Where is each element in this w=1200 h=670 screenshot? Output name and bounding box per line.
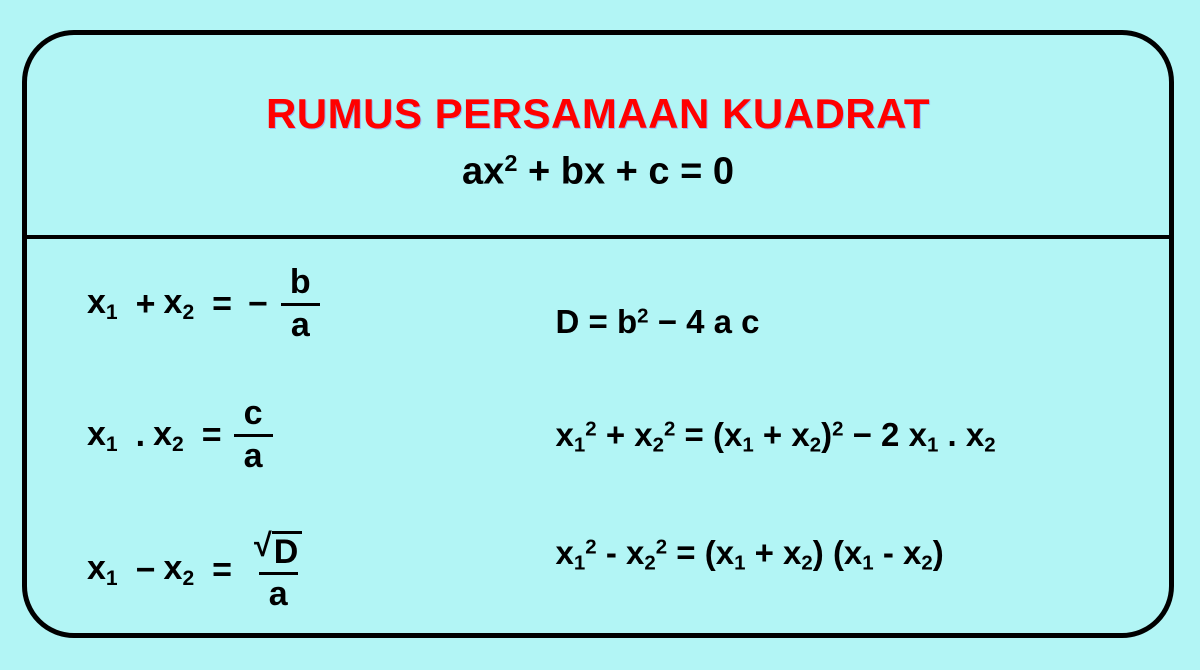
difference-minus-op: −: [135, 550, 156, 589]
general-form-exponent: 2: [504, 150, 518, 176]
formula-product-of-roots: [87, 396, 534, 474]
product-x2: x: [153, 414, 173, 453]
dos-t2: - x: [605, 533, 645, 571]
formula-difference-of-squares: [556, 534, 1135, 576]
formula-difference-of-roots: [87, 528, 534, 613]
product-x2-sub: 2: [172, 432, 184, 456]
difference-x2-sub: 2: [182, 567, 195, 591]
sos-s3: 1: [742, 433, 754, 457]
difference-fraction: [244, 528, 312, 613]
dos-t3: = (x: [676, 533, 735, 571]
sos-e1: 2: [585, 417, 597, 441]
sum-x2-sub: 2: [182, 301, 195, 325]
product-dot-op: .: [135, 416, 146, 454]
sos-e2: 2: [664, 417, 676, 441]
sum-equals: =: [212, 284, 233, 323]
page-title: RUMUS PERSAMAAN KUADRAT: [265, 90, 931, 137]
right-formula-column: [534, 265, 1135, 613]
quadratic-general-form: [27, 138, 1169, 193]
product-numerator: c: [243, 394, 263, 433]
sqrt-icon: √: [254, 526, 272, 563]
discriminant-exp: 2: [637, 304, 649, 328]
dos-s1: 1: [573, 551, 586, 575]
sum-x2: x: [163, 283, 183, 322]
sos-t5: ): [821, 416, 833, 454]
sqrt-group: [254, 526, 302, 571]
sos-s5: 1: [926, 433, 939, 457]
sos-s1: 1: [573, 433, 586, 457]
discriminant-lead: D = b: [555, 302, 638, 340]
left-formula-column: [61, 265, 534, 613]
difference-numerator: [244, 528, 312, 573]
formula-body: [27, 239, 1169, 633]
sos-e3: 2: [832, 417, 844, 441]
product-x1-sub: 1: [105, 432, 118, 456]
dos-t6: - x: [882, 533, 922, 571]
general-form-rest: + bx + c = 0: [527, 150, 734, 193]
sos-s2: 2: [652, 433, 664, 457]
sos-t6: − 2 x: [852, 416, 927, 454]
difference-denominator: a: [259, 572, 298, 613]
dos-t5: ) (x: [812, 533, 863, 571]
dos-s2: 2: [644, 551, 656, 575]
dos-s3: 1: [734, 551, 746, 575]
sum-numerator: b: [289, 263, 311, 301]
sos-t7: . x: [947, 416, 985, 454]
sos-t1: x: [555, 416, 574, 454]
sum-x1: x: [87, 283, 106, 322]
formula-card: [22, 30, 1174, 638]
dos-s6: 2: [921, 551, 933, 575]
dos-t4: + x: [754, 533, 802, 571]
formula-discriminant: [556, 303, 1135, 341]
dos-s5: 1: [862, 551, 874, 575]
sos-s6: 2: [984, 433, 996, 457]
sum-plus-op: +: [135, 284, 156, 323]
sos-s4: 2: [809, 433, 822, 457]
sum-minus-sign: −: [248, 284, 268, 323]
dos-s4: 2: [801, 551, 813, 575]
dos-t1: x: [555, 533, 574, 571]
difference-x1: x: [87, 549, 106, 588]
card-header: [27, 35, 1169, 235]
sum-x1-sub: 1: [105, 301, 118, 325]
product-x1: x: [87, 414, 106, 453]
dos-e1: 2: [585, 534, 597, 558]
sum-denominator: a: [281, 303, 320, 344]
sqrt-radicand: D: [272, 531, 303, 571]
sos-t2: + x: [605, 416, 653, 454]
sos-t4: + x: [762, 416, 810, 454]
dos-t7: ): [932, 533, 944, 571]
product-denominator: a: [234, 434, 273, 475]
sos-t3: = (x: [684, 416, 743, 454]
formula-sum-of-roots: [87, 265, 534, 343]
difference-x1-sub: 1: [105, 567, 118, 591]
product-equals: =: [201, 416, 222, 454]
product-fraction: [234, 396, 273, 474]
dos-e2: 2: [655, 534, 668, 558]
difference-x2: x: [163, 549, 183, 588]
formula-sum-of-squares: [556, 416, 1135, 458]
general-form-lead: ax: [462, 150, 505, 193]
discriminant-rest: − 4 a c: [657, 302, 760, 340]
difference-equals: =: [212, 550, 233, 589]
sum-fraction: [280, 265, 321, 343]
